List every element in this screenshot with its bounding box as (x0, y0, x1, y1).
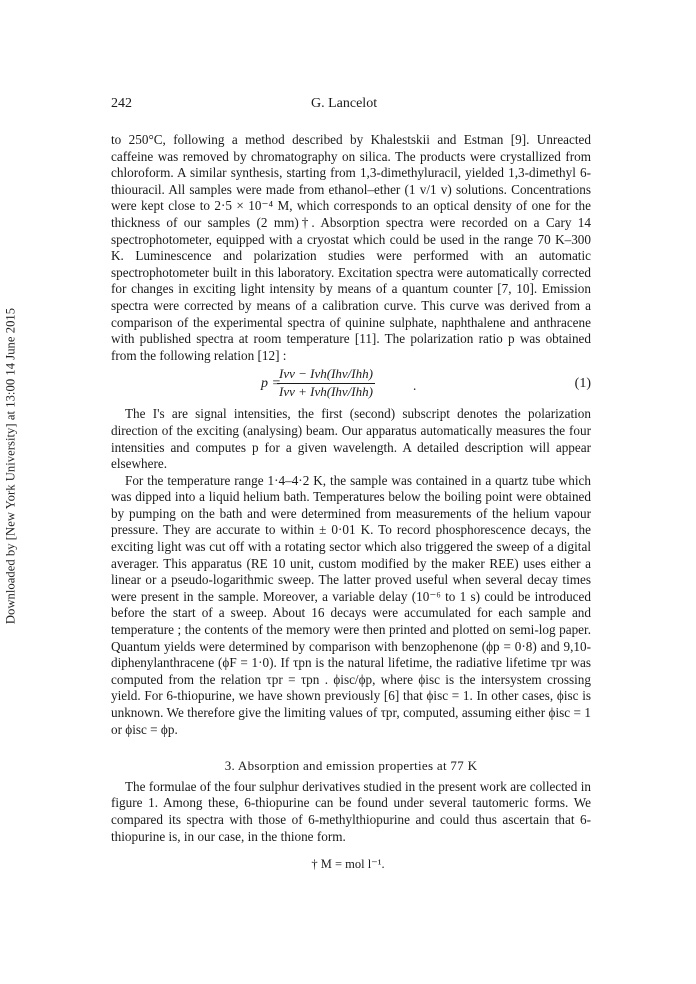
equation-polarization-ratio (111, 366, 591, 404)
paragraph-signal-intensities: The I's are signal intensities, the first (second) subscript denotes the polarization direction of the exciting (analysing) beam. Our apparatus automatically measures the four intensities and computes p for a given wavelength. A detailed description will appear elsewhere. (111, 406, 591, 472)
running-head-author: G. Lancelot (311, 96, 378, 111)
section-heading: 3. Absorption and emission properties at 77 K (224, 758, 478, 774)
paragraph-methods: to 250°C, following a method described by Khalestskii and Estman [9]. Unreacted caffeine was removed by chromatography on silica. The products were crystallized from chloroform. A similar synthesis, starting from 1,3-dimethyluracil, yielded 1,3-dimethyl 6-thiouracil. All samples were made from ethanol–ether (1 v/1 v) solutions. Concentrations were kept close to 2·5 × 10⁻⁴ M, which corresponds to an optical density of one for the thickness of our samples (2 mm)†. Absorption spectra were recorded on a Cary 14 spectrophotometer, equipped with a cryostat which could be used in the range 70 K–300 K. Luminescence and polarization studies were performed with an automatic spectrophotometer built in this laboratory. Excitation spectra were automatically corrected for changes in exciting light intensity by means of a quantum counter [7, 10]. Emission spectra were corrected by means of a calibration curve. This curve was derived from a comparison of the experimental spectra of quinine sulphate, naphthalene and anthracene with published spectra at room temperature [11]. The polarization ratio p was obtained from the following relation [12] : (111, 132, 591, 363)
download-watermark-text: Downloaded by [New York University] at 13:00 14 June 2015 (3, 307, 18, 625)
download-watermark (2, 256, 20, 676)
page-number: 242 (111, 96, 132, 111)
equation-lhs: p = (261, 376, 281, 392)
equation-number: (1) (574, 376, 591, 392)
page-header (111, 96, 591, 114)
equation-period: . (413, 378, 417, 394)
body-text (111, 132, 591, 845)
equation-denominator: Ivv + Ivh(Ihv/Ihh) (279, 383, 373, 399)
equation-numerator: Ivv − Ivh(Ihv/Ihh) (277, 366, 375, 384)
footnote: † M = mol l⁻¹. (311, 857, 385, 871)
paragraph-temperature-range: For the temperature range 1·4–4·2 K, the sample was contained in a quartz tube which was dipped into a liquid helium bath. Temperatures below the boiling point were obtained by pumping on the bath and were determined from measurements of the helium vapour pressure. They are accurate to within ± 0·01 K. To record phosphorescence decays, the exciting light was cut off with a rotating sector which also triggered the sweep of a digital averager. This apparatus (RE 10 unit, custom modified by the maker REE) uses either a linear or a pseudo-logarithmic sweep. The latter proved useful when several decay times were present in the sample. Moreover, a variable delay (10⁻⁶ to 1 s) could be introduced before the start of a sweep. About 16 decays were accumulated for each sample and temperature ; the contents of the memory were then printed and plotted on semi-log paper. Quantum yields were determined by comparison with benzophenone (ϕp = 0·8) and 9,10-diphenylanthracene (ϕF = 1·0). If τpn is the natural lifetime, the radiative lifetime τpr was computed from the relation τpr = τpn . ϕisc/ϕp, where ϕisc is the intersystem crossing yield. For 6-thiopurine, we have shown previously [6] that ϕisc = 1. In other cases, ϕisc is unknown. We therefore give the limiting values of τpr, computed, assuming either ϕisc = 1 or ϕisc = ϕp. (111, 472, 591, 737)
equation-fraction (277, 366, 375, 400)
paragraph-formulae: The formulae of the four sulphur derivatives studied in the present work are collected in figure 1. Among these, 6-thiopurine can be found under several tautomeric forms. We compared its spectra with those of 6-methylthiopurine and could thus ascertain that 6-thiopurine is, in our case, in the thione form. (111, 778, 591, 844)
